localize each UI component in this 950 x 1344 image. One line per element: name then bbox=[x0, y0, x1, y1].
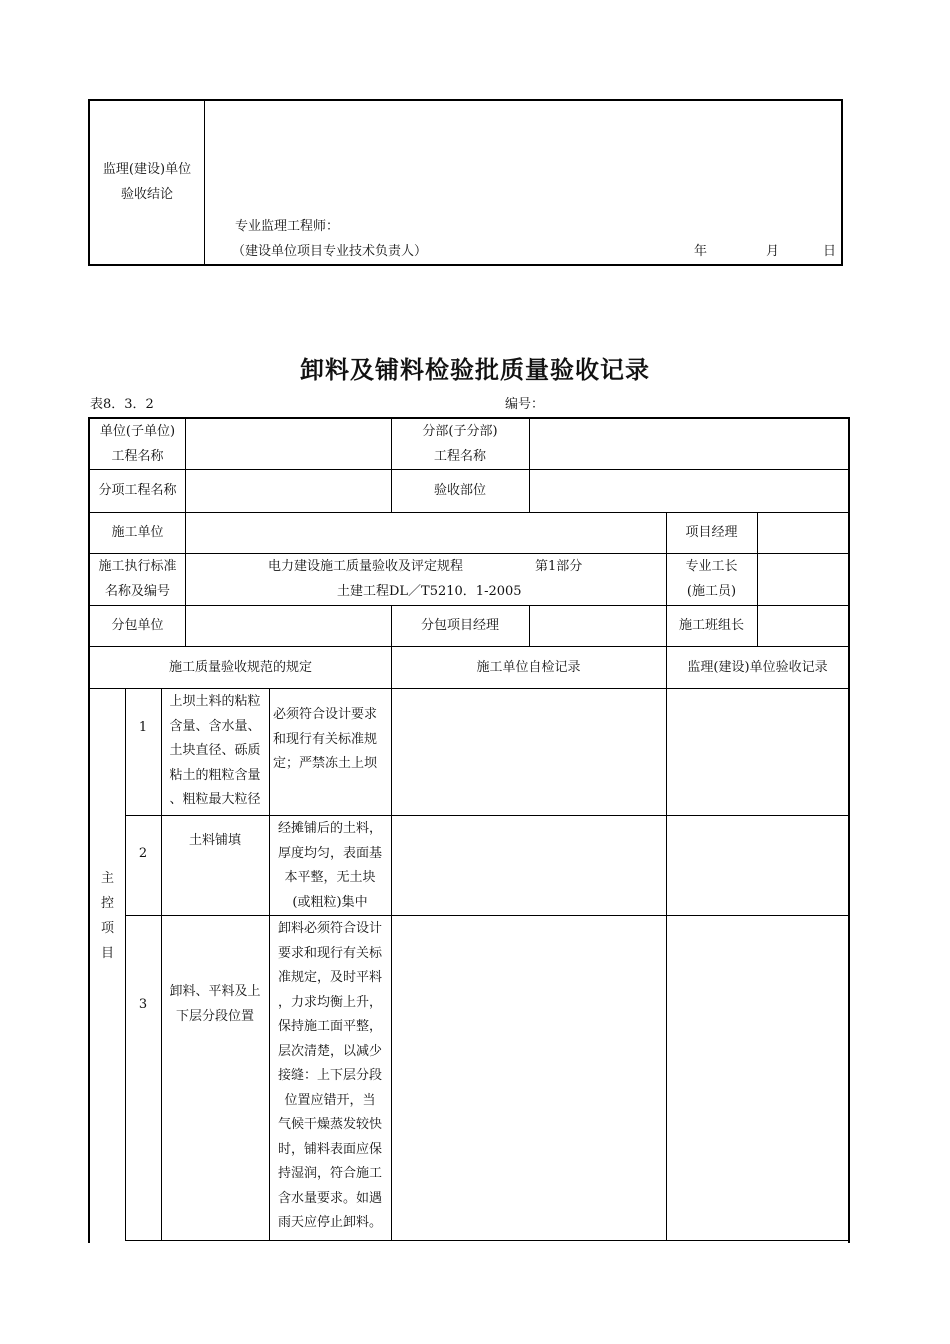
unit-name-line1: 单位(子单位) bbox=[99, 424, 176, 439]
supervision-header: 监理(建设)单位验收记录 bbox=[687, 660, 828, 675]
conclusion-label-line1: 监理(建设)单位 bbox=[102, 162, 192, 177]
foreman-label bbox=[666, 554, 757, 604]
item-1-req-line: 和现行有关标准规 bbox=[273, 731, 378, 747]
conclusion-label bbox=[90, 157, 204, 207]
item-2-requirement bbox=[269, 817, 391, 915]
acceptance-part-label: 验收部位 bbox=[433, 483, 486, 498]
item-1-name-line: 、粗粒最大粒径 bbox=[169, 792, 261, 807]
col-rule bbox=[125, 688, 126, 1241]
table-border-right bbox=[848, 417, 850, 1243]
group-label-char: 目 bbox=[100, 946, 114, 961]
item-3-req-line: 位置应错开，当 bbox=[284, 1092, 376, 1108]
item-2-req-line: 本平整，无土块 bbox=[284, 870, 376, 885]
item-1-name-line: 上坝土料的粘粒 bbox=[169, 694, 261, 709]
item-2-req-line: (或粗粒)集中 bbox=[292, 894, 368, 910]
foreman-line1: 专业工长 bbox=[685, 559, 738, 574]
table-number: 表8．3．2 bbox=[90, 397, 154, 412]
subcontractor-label: 分包单位 bbox=[111, 618, 164, 633]
item-1-req-line: 定；严禁冻土上坝 bbox=[273, 756, 378, 771]
year-label: 年 bbox=[694, 244, 708, 259]
row-rule bbox=[88, 469, 850, 470]
unit-name-line2: 工程名称 bbox=[111, 449, 164, 464]
row-rule bbox=[88, 512, 850, 513]
unit-name-label bbox=[90, 419, 185, 469]
row-rule bbox=[88, 646, 850, 647]
item-1-requirement bbox=[273, 703, 391, 777]
subitem-label: 分项工程名称 bbox=[98, 483, 177, 498]
col-rule bbox=[757, 512, 758, 646]
item-3-req-line: 气候干燥蒸发较快 bbox=[277, 1117, 382, 1132]
item-3-req-line: 层次清楚，以减少 bbox=[277, 1043, 382, 1059]
construction-unit-label: 施工单位 bbox=[111, 525, 164, 540]
group-label-char: 主 bbox=[100, 871, 114, 886]
month-label: 月 bbox=[766, 244, 780, 259]
item-2-number: 2 bbox=[138, 846, 148, 861]
item-3-number: 3 bbox=[138, 997, 148, 1012]
item-3-req-line: 保持施工面平整， bbox=[277, 1019, 382, 1034]
sub-manager-label: 分包项目经理 bbox=[420, 618, 499, 633]
group-label-char: 项 bbox=[100, 921, 114, 936]
owner-label: （建设单位项目专业技术负责人） bbox=[232, 244, 428, 259]
item-2-req-line: 厚度均匀，表面基 bbox=[277, 845, 382, 861]
foreman-line2: (施工员) bbox=[686, 584, 737, 599]
serial-label: 编号： bbox=[505, 397, 545, 412]
item-3-req-line: 接缝：上下层分段 bbox=[277, 1068, 382, 1083]
standard-value-line1: 电力建设施工质量验收及评定规程 bbox=[268, 559, 464, 574]
item-1-name-line: 含量、含水量、 bbox=[169, 718, 261, 734]
item-3-name-line: 卸料、平料及上 bbox=[169, 984, 261, 999]
item-3-req-line: 含水量要求。如遇 bbox=[277, 1190, 382, 1206]
division-name-line2: 工程名称 bbox=[433, 449, 486, 464]
page-title: 卸料及铺料检验批质量验收记录 bbox=[300, 356, 650, 384]
standard-label-line1: 施工执行标准 bbox=[98, 559, 177, 574]
item-2-name-line: 土料铺填 bbox=[188, 833, 241, 848]
standard-label-line2: 名称及编号 bbox=[104, 584, 170, 599]
division-name-label bbox=[391, 419, 529, 469]
day-label: 日 bbox=[823, 244, 837, 259]
row-rule bbox=[125, 915, 850, 916]
conclusion-label-line2: 验收结论 bbox=[120, 187, 173, 202]
item-1-name-line: 粘土的粗粒含量 bbox=[169, 767, 261, 783]
standard-label bbox=[90, 554, 185, 604]
item-3-req-line: ，力求均衡上升， bbox=[277, 994, 382, 1010]
item-1-req-line: 必须符合设计要求 bbox=[273, 707, 378, 722]
item-3-name-line: 下层分段位置 bbox=[175, 1008, 254, 1024]
row-rule bbox=[125, 1240, 850, 1241]
spec-header: 施工质量验收规范的规定 bbox=[168, 660, 312, 675]
item-2-req-line: 经摊铺后的土料， bbox=[277, 821, 382, 836]
team-leader-label: 施工班组长 bbox=[678, 618, 744, 633]
col-rule bbox=[529, 417, 530, 513]
item-3-req-line: 持湿润，符合施工 bbox=[277, 1166, 382, 1181]
division-name-line1: 分部(子分部) bbox=[422, 424, 498, 439]
row-rule bbox=[125, 815, 850, 816]
item-3-requirement bbox=[269, 917, 391, 1236]
col-rule bbox=[391, 646, 392, 1241]
item-3-req-line: 时，铺料表面应保 bbox=[277, 1141, 382, 1157]
col-rule bbox=[185, 417, 186, 646]
item-1-name-line: 土块直径、砾质 bbox=[169, 743, 261, 758]
standard-value-part: 第1部分 bbox=[535, 559, 583, 574]
main-control-label bbox=[90, 866, 125, 966]
item-3-name bbox=[161, 980, 269, 1029]
project-manager-label: 项目经理 bbox=[685, 525, 738, 540]
item-1-name bbox=[161, 690, 269, 813]
col-rule bbox=[529, 605, 530, 647]
item-1-number: 1 bbox=[138, 720, 148, 735]
conclusion-divider bbox=[204, 99, 205, 266]
self-check-header: 施工单位自检记录 bbox=[476, 660, 581, 675]
item-3-req-line: 要求和现行有关标 bbox=[277, 945, 382, 961]
row-rule bbox=[88, 688, 850, 689]
engineer-label: 专业监理工程师： bbox=[235, 219, 340, 234]
group-label-char: 控 bbox=[100, 896, 114, 911]
standard-value-line2: 土建工程DL／T5210．1-2005 bbox=[337, 584, 522, 599]
item-3-req-line: 雨天应停止卸料。 bbox=[277, 1215, 382, 1230]
col-rule bbox=[666, 646, 667, 1241]
item-2-name bbox=[161, 828, 269, 853]
row-rule bbox=[88, 605, 850, 606]
item-3-req-line: 卸料必须符合设计 bbox=[277, 921, 382, 936]
item-3-req-line: 准规定，及时平料 bbox=[277, 970, 382, 985]
